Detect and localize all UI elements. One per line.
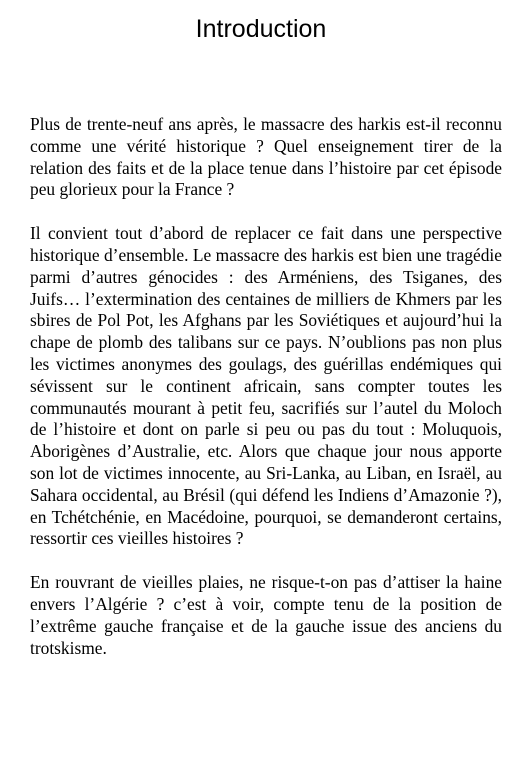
body-text: [30, 114, 502, 659]
paragraph-1: Plus de trente-neuf ans après, le massacre des harkis est-il reconnu comme une vérité historique ? Quel enseignement tirer de la relation des faits et de la place tenue dans l’histoire par cet épisode peu glorieux pour la France ?: [30, 114, 502, 200]
page-title: Introduction: [195, 15, 327, 43]
paragraph-2: Il convient tout d’abord de replacer ce fait dans une perspective historique d’ensemble. Le massacre des harkis est bien une tragédie parmi d’autres génocides : des Arméniens, des Tsiganes, des Juifs… l’extermination des centaines de milliers de Khmers par les sbires de Pol Pot, les Afghans par les Soviétiques et aujourd’hui la chape de plomb des talibans sur ce pays. N’oublions pas non plus les victimes anonymes des goulags, des guérillas endémiques qui sévissent sur le continent africain, sans compter toutes les communautés mourant à petit feu, sacrifiés sur l’autel du Moloch de l’histoire et dont on parle si peu ou pas du tout : Moluquois, Aborigènes d’Australie, etc. Alors que chaque jour nous apporte son lot de victimes innocente, au Sri-Lanka, au Liban, en Israël, au Sahara occidental, au Brésil (qui défend les Indiens d’Amazonie ?), en Tchétchénie, en Macédoine, pourquoi, se demanderont certains, ressortir ces vieilles histoires ?: [30, 223, 502, 549]
paragraph-3: En rouvrant de vieilles plaies, ne risque-t-on pas d’attiser la haine envers l’Algérie ? c’est à voir, compte tenu de la position de l’extrême gauche française et de la gauche issue des anciens du trotskisme.: [30, 572, 502, 658]
